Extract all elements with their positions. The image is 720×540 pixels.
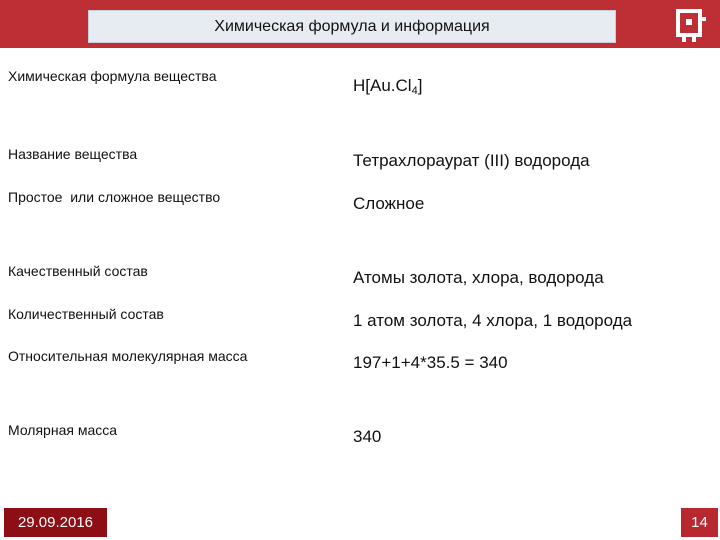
- formula-part-end: ]: [417, 76, 423, 95]
- row-label-simple-complex: Простое или сложное вещество: [8, 189, 221, 205]
- formula-subscript: 4: [411, 85, 418, 97]
- row-label-name: Название вещества: [8, 146, 138, 162]
- row-label-quantitative: Количественный состав: [8, 306, 164, 322]
- logo: [666, 2, 718, 48]
- footer-date: 29.09.2016: [4, 508, 107, 537]
- row-value-molecular-mass: 197+1+4*35.5 = 340: [353, 353, 508, 372]
- row-label-molar-mass: Молярная масса: [8, 422, 118, 438]
- row-value-name: Тетрахлораурат (III) водорода: [353, 151, 590, 170]
- row-value-molar-mass: 340: [353, 427, 382, 446]
- row-value-quantitative: 1 атом золота, 4 хлора, 1 водорода: [353, 311, 633, 330]
- formula-part-main: H[Au.Cl: [353, 76, 412, 95]
- row-value-formula: [353, 76, 422, 96]
- robot-logo-icon: [674, 8, 710, 44]
- row-label-molecular-mass: Относительная молекулярная масса: [8, 348, 248, 364]
- row-value-qualitative: Атомы золота, хлора, водорода: [353, 268, 604, 287]
- slide-title: Химическая формула и информация: [88, 10, 616, 43]
- row-label-formula: Химическая формула вещества: [8, 68, 217, 84]
- row-label-qualitative: Качественный состав: [8, 263, 148, 279]
- row-value-simple-complex: Сложное: [353, 194, 425, 213]
- page-number: 14: [681, 508, 718, 537]
